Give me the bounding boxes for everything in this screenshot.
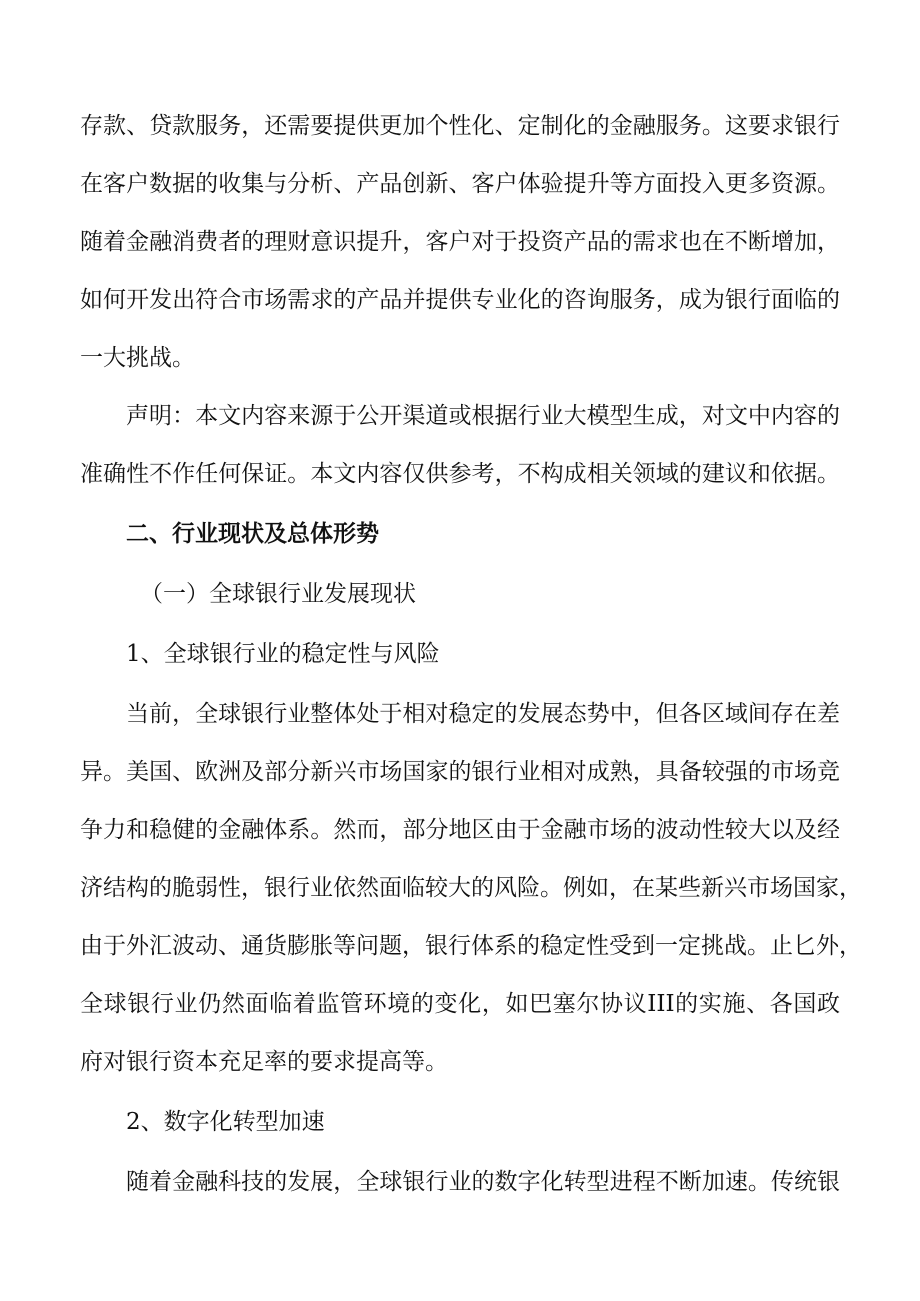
disclaimer-line: 声明：本文内容来源于公开渠道或根据行业大模型生成，对文中内容的 — [126, 403, 840, 429]
paragraph-line: 济结构的脆弱性，银行业依然面临较大的风险。例如，在某些新兴市场国家， — [80, 875, 862, 901]
paragraph-line: 存款、贷款服务，还需要提供更加个性化、定制化的金融服务。这要求银行 — [80, 113, 840, 139]
disclaimer-line: 准确性不作任何保证。本文内容仅供参考，不构成相关领域的建议和依据。 — [80, 461, 840, 487]
item-heading: 2、数字化转型加速 — [126, 1109, 325, 1135]
subsection-heading: （一）全球银行业发展现状 — [140, 581, 416, 607]
paragraph-line: 随着金融科技的发展，全球银行业的数字化转型进程不断加速。传统银 — [126, 1169, 840, 1195]
paragraph-line: 在客户数据的收集与分析、产品创新、客户体验提升等方面投入更多资源。 — [80, 171, 840, 197]
section-heading: 二、行业现状及总体形势 — [126, 521, 379, 547]
paragraph-line: 一大挑战。 — [80, 345, 195, 371]
item-heading: 1、全球银行业的稳定性与风险 — [126, 641, 440, 667]
paragraph-line: 随着金融消费者的理财意识提升，客户对于投资产品的需求也在不断增加， — [80, 229, 840, 255]
paragraph-line: 异。美国、欧洲及部分新兴市场国家的银行业相对成熟，具备较强的市场竞 — [80, 759, 840, 785]
paragraph-line: 当前，全球银行业整体处于相对稳定的发展态势中，但各区域间存在差 — [126, 701, 840, 727]
paragraph-line: 争力和稳健的金融体系。然而，部分地区由于金融市场的波动性较大以及经 — [80, 817, 840, 843]
paragraph-line: 府对银行资本充足率的要求提高等。 — [80, 1049, 448, 1075]
paragraph-line: 全球银行业仍然面临着监管环境的变化，如巴塞尔协议III的实施、各国政 — [80, 991, 840, 1017]
paragraph-line: 由于外汇波动、通货膨胀等问题，银行体系的稳定性受到一定挑战。止匕外， — [80, 933, 862, 959]
paragraph-line: 如何开发出符合市场需求的产品并提供专业化的咨询服务，成为银行面临的 — [80, 287, 840, 313]
